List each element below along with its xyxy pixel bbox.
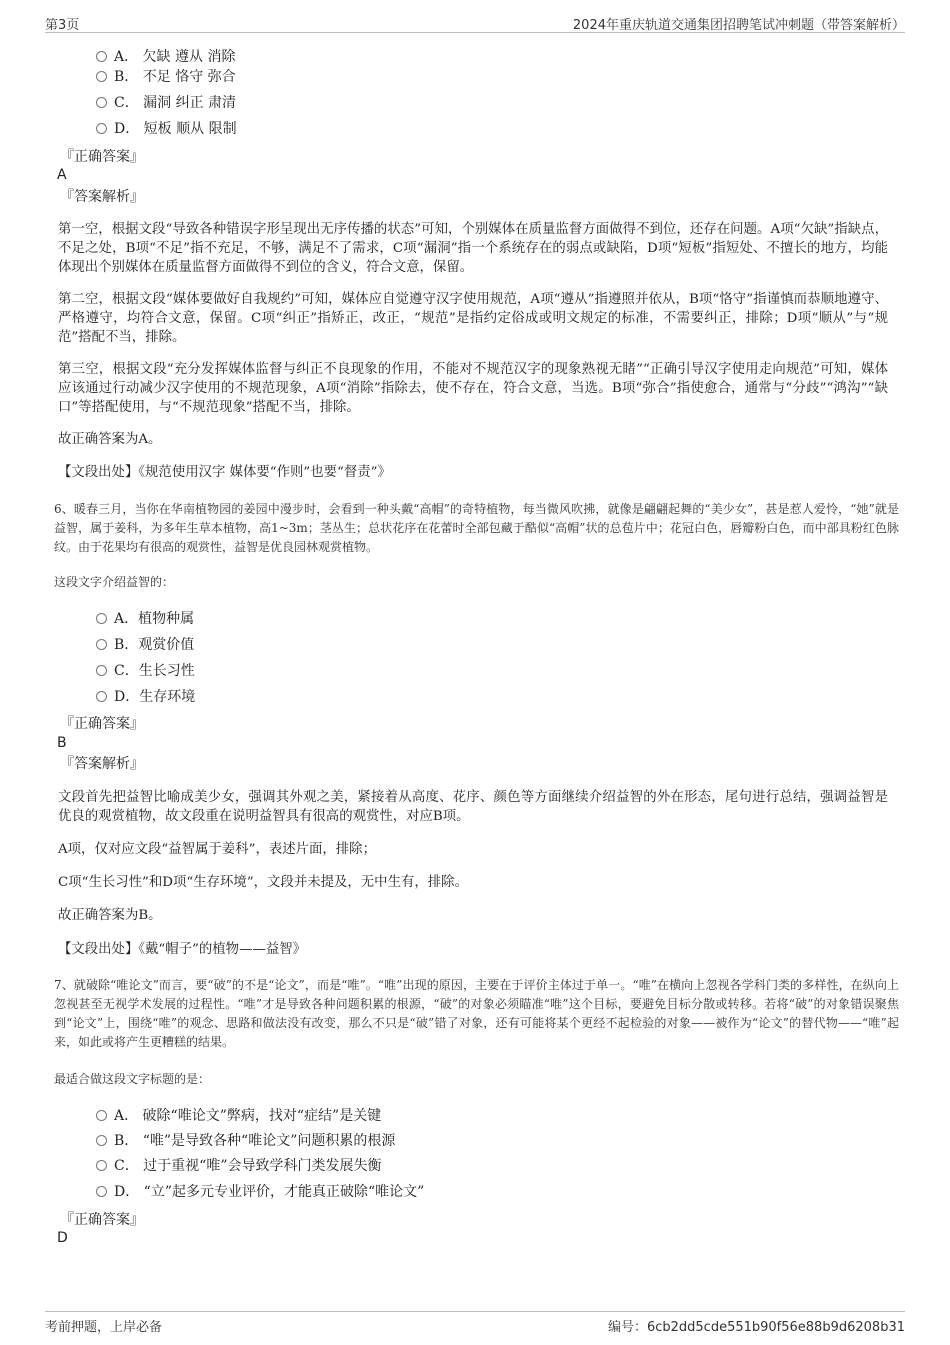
question-text: 6、暖春三月，当你在华南植物园的姜园中漫步时，会看到一种头戴“高帽”的奇特植物，每当微风吹拂，就像是翩翩起舞的“美少女”，甚是惹人爱怜，“她”就是益智，属于姜科，为多年生草本植物，高1~3m；茎丛生；总状花序在花蕾时全部包藏于酷似“高帽”状的总苞片中；花冠白色，唇瓣粉白色，而中部具粉红色脉纹。由于花果均有很高的观赏性，益智是优良园林观赏植物。 <box>54 502 899 554</box>
source-citation: 【文段出处】《规范使用汉字 媒体要“作则”也要“督责”》 <box>58 465 391 480</box>
option-a[interactable]: A． 欠缺 遵从 消除 <box>96 47 235 67</box>
radio-icon[interactable] <box>96 51 107 62</box>
analysis-paragraph: C项“生长习性”和D项“生存环境”，文段并未提及，无中生有，排除。 <box>58 875 468 890</box>
radio-icon[interactable] <box>96 613 107 624</box>
correct-answer-label: 『正确答案』 <box>60 149 144 165</box>
radio-icon[interactable] <box>96 665 107 676</box>
footer-slogan: 考前押题，上岸必备 <box>45 1320 163 1335</box>
radio-icon[interactable] <box>96 97 107 108</box>
question-prompt: 这段文字介绍益智的： <box>54 575 175 589</box>
analysis-paragraph: 文段首先把益智比喻成美少女，强调其外观之美，紧接着从高度、花序、颜色等方面继续介绍益智的外在形态，尾句进行总结，强调益智是优良的观赏植物，故文段重在说明益智具有很高的观赏性，对应B项。 <box>58 790 888 824</box>
option-b[interactable]: B．观赏价值 <box>96 635 194 655</box>
option-d[interactable]: D． 短板 顺从 限制 <box>96 119 237 139</box>
radio-icon[interactable] <box>96 691 107 702</box>
radio-icon[interactable] <box>96 1160 107 1171</box>
analysis-conclusion: 故正确答案为B。 <box>58 908 162 923</box>
correct-answer-value: B <box>57 735 67 751</box>
radio-icon[interactable] <box>96 1186 107 1197</box>
page-number: 第3页 <box>45 18 80 33</box>
correct-answer-value: D <box>57 1230 68 1246</box>
document-title: 2024年重庆轨道交通集团招聘笔试冲刺题（带答案解析） <box>572 18 905 33</box>
radio-icon[interactable] <box>96 1110 107 1121</box>
option-c[interactable]: C． 过于重视“唯”会导致学科门类发展失衡 <box>96 1156 381 1176</box>
analysis-paragraph: 第一空，根据文段“导致各种错误字形呈现出无序传播的状态”可知，个别媒体在质量监督方面做得不到位，还存在问题。A项“欠缺”指缺点，不足之处，B项“不足”指不充足，不够，满足不了需求，C项“漏洞”指一个系统存在的弱点或缺陷，D项“短板”指短处、不擅长的地方，均能体现出个别媒体在质量监督方面做得不到位的含义，符合文意，保留。 <box>58 222 888 275</box>
correct-answer-label: 『正确答案』 <box>60 716 144 732</box>
radio-icon[interactable] <box>96 123 107 134</box>
analysis-paragraph: 第二空，根据文段“媒体要做好自我规约”可知，媒体应自觉遵守汉字使用规范，A项“遵从”指遵照并依从，B项“恪守”指谨慎而恭顺地遵守、严格遵守，均符合文意，保留。C项“纠正”指矫正，改正，“规范”是指约定俗成或明文规定的标准，不需要纠正，排除；D项“顺从”与“规范”搭配不当，排除。 <box>58 292 888 345</box>
question-text: 7、就破除“唯论文”而言，要“破”的不是“论文”，而是“唯”。“唯”出现的原因，主要在于评价主体过于单一。“唯”在横向上忽视各学科门类的多样性，在纵向上忽视甚至无视学术发展的过程性。“唯”才是导致各种问题积累的根源，“破”的对象必须瞄准“唯”这个目标，要避免目标分散或转移。若将“破”的对象错误聚焦到“论文”上，围绕“唯”的观念、思路和做法没有改变，那么不只是“破”错了对象，还有可能将某个更经不起检验的对象——被作为“论文”的替代物——“唯”起来，如此或将产生更糟糕的结果。 <box>54 978 899 1049</box>
question-prompt: 最适合做这段文字标题的是： <box>54 1072 211 1086</box>
option-d[interactable]: D． “立”起多元专业评价，才能真正破除“唯论文” <box>96 1182 424 1202</box>
analysis-label: 『答案解析』 <box>60 189 144 205</box>
analysis-label: 『答案解析』 <box>60 756 144 772</box>
radio-icon[interactable] <box>96 1135 107 1146</box>
correct-answer-value: A <box>57 167 67 183</box>
analysis-conclusion: 故正确答案为A。 <box>58 432 162 447</box>
page-header <box>45 12 905 33</box>
option-a[interactable]: A．植物种属 <box>96 609 194 629</box>
page-footer <box>45 1311 905 1336</box>
option-a[interactable]: A． 破除“唯论文”弊病，找对“症结”是关键 <box>96 1106 381 1126</box>
radio-icon[interactable] <box>96 71 107 82</box>
option-c[interactable]: C．生长习性 <box>96 661 195 681</box>
option-c[interactable]: C． 漏洞 纠正 肃清 <box>96 93 236 113</box>
option-d[interactable]: D．生存环境 <box>96 687 195 707</box>
analysis-paragraph: A项，仅对应文段“益智属于姜科”，表述片面，排除； <box>58 842 376 857</box>
correct-answer-label: 『正确答案』 <box>60 1212 144 1228</box>
option-b[interactable]: B． 不足 恪守 弥合 <box>96 67 236 87</box>
option-b[interactable]: B． “唯”是导致各种“唯论文”问题积累的根源 <box>96 1131 395 1151</box>
source-citation: 【文段出处】《戴“帽子”的植物——益智》 <box>58 942 307 957</box>
radio-icon[interactable] <box>96 639 107 650</box>
document-code: 编号：6cb2dd5cde551b90f56e88b9d6208b31 <box>607 1320 905 1335</box>
analysis-paragraph: 第三空，根据文段“充分发挥媒体监督与纠正不良现象的作用，不能对不规范汉字的现象熟视无睹”“正确引导汉字使用走向规范”可知，媒体应该通过行动减少汉字使用的不规范现象，A项“消除”指除去，使不存在，符合文意，当选。B项“弥合”指使愈合，通常与“分歧”“鸿沟”“缺口”等搭配使用，与“不规范现象”搭配不当，排除。 <box>58 362 888 415</box>
